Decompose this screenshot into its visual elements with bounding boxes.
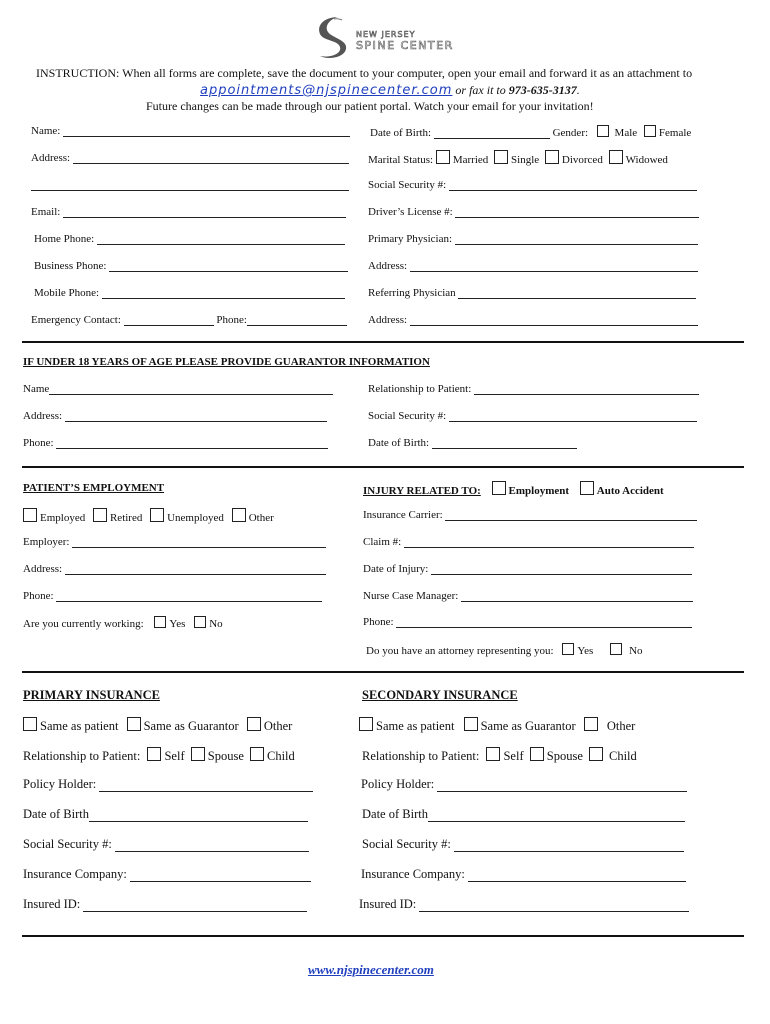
carrier-row: Insurance Carrier: — [363, 509, 697, 521]
guarantor-ssn-field[interactable] — [449, 410, 697, 422]
guarantor-relationship-row: Relationship to Patient: — [368, 383, 699, 395]
ssn-field[interactable] — [449, 179, 697, 191]
secondary-ssn-row: Social Security #: — [362, 837, 684, 852]
address-line2-row — [31, 179, 349, 191]
primary-insurance-company-field[interactable] — [130, 868, 311, 882]
instruction-line2: appointments@njspinecenter.com or fax it to 973-635-3137. — [200, 83, 580, 98]
physician-address-row: Address: — [368, 260, 698, 272]
primary-insurance-title: PRIMARY INSURANCE — [23, 688, 160, 702]
referring-row: Referring Physician — [368, 287, 696, 299]
guarantor-phone-field[interactable] — [56, 437, 328, 449]
primary-same-row: Same as patient Same as Guarantor Other — [23, 717, 292, 734]
injury-phone-field[interactable] — [396, 616, 692, 628]
referring-physician-field[interactable] — [458, 287, 696, 299]
divider — [22, 466, 744, 468]
name-row: Name: — [31, 125, 350, 137]
emergency-row: Emergency Contact: Phone: — [31, 314, 347, 326]
insurance-carrier-field[interactable] — [445, 509, 697, 521]
fax-number: 973-635-3137 — [508, 83, 577, 97]
referring-address-field[interactable] — [410, 314, 698, 326]
dob-field[interactable] — [434, 127, 550, 139]
guarantor-title: IF UNDER 18 YEARS OF AGE PLEASE PROVIDE GUARANTOR INFORMATION — [23, 356, 430, 368]
guarantor-ssn-row: Social Security #: — [368, 410, 697, 422]
injury-phone-row: Phone: — [363, 616, 692, 628]
secondary-policy-holder-field[interactable] — [437, 778, 687, 792]
primary-physician-field[interactable] — [455, 233, 698, 245]
home-phone-field[interactable] — [97, 233, 345, 245]
address-field[interactable] — [73, 152, 349, 164]
employer-phone-row: Phone: — [23, 590, 322, 602]
address-row: Address: — [31, 152, 349, 164]
secondary-dob-field[interactable] — [428, 808, 685, 822]
mobile-phone-row: Mobile Phone: — [34, 287, 345, 299]
retired-checkbox[interactable] — [93, 508, 107, 522]
logo-text-line1: NEW JERSEY — [356, 30, 416, 39]
instruction-line3: Future changes can be made through our patient portal. Watch your email for your invitation! — [146, 99, 594, 113]
secondary-insured-id-field[interactable] — [419, 898, 689, 912]
guarantor-address-field[interactable] — [65, 410, 327, 422]
website-link[interactable]: www.njspinecenter.com — [308, 962, 434, 977]
claim-field[interactable] — [404, 536, 694, 548]
primary-insured-id-field[interactable] — [83, 898, 307, 912]
primary-same-patient-checkbox[interactable] — [23, 717, 37, 731]
injury-date-field[interactable] — [431, 563, 692, 575]
guarantor-dob-row: Date of Birth: — [368, 437, 577, 449]
primary-ssn-field[interactable] — [115, 838, 309, 852]
working-no-checkbox[interactable] — [194, 616, 206, 628]
spine-logo-icon — [308, 14, 356, 60]
secondary-relationship-row: Relationship to Patient: Self Spouse Child — [362, 749, 637, 763]
home-phone-row: Home Phone: — [34, 233, 345, 245]
guarantor-address-row: Address: — [23, 410, 327, 422]
primary-policy-holder-field[interactable] — [99, 778, 313, 792]
working-yes-checkbox[interactable] — [154, 616, 166, 628]
marital-row: Marital Status: Married Single Divorced Widowed — [368, 150, 668, 166]
unemployed-checkbox[interactable] — [150, 508, 164, 522]
secondary-company-row: Insurance Company: — [361, 867, 686, 882]
ssn-row: Social Security #: — [368, 179, 697, 191]
injury-employment-checkbox[interactable] — [492, 481, 506, 495]
employer-field[interactable] — [72, 536, 326, 548]
email-row: Email: — [31, 206, 346, 218]
married-checkbox[interactable] — [436, 150, 450, 164]
employer-address-field[interactable] — [65, 563, 326, 575]
auto-accident-checkbox[interactable] — [580, 481, 594, 495]
attorney-yes-checkbox[interactable] — [562, 643, 574, 655]
secondary-insurance-company-field[interactable] — [468, 868, 686, 882]
injury-title: INJURY RELATED TO: — [363, 485, 481, 497]
primary-physician-row: Primary Physician: — [368, 233, 698, 245]
single-checkbox[interactable] — [494, 150, 508, 164]
female-checkbox[interactable] — [644, 125, 656, 137]
name-field[interactable] — [63, 125, 350, 137]
secondary-same-patient-checkbox[interactable] — [359, 717, 373, 731]
guarantor-dob-field[interactable] — [432, 437, 577, 449]
email-field[interactable] — [63, 206, 346, 218]
other-employment-checkbox[interactable] — [232, 508, 246, 522]
employer-phone-field[interactable] — [56, 590, 322, 602]
primary-self-checkbox[interactable] — [147, 747, 161, 761]
injury-title-row: INJURY RELATED TO: Employment Auto Accident — [363, 481, 664, 497]
employment-title: PATIENT’S EMPLOYMENT — [23, 482, 165, 494]
primary-same-guarantor-checkbox[interactable] — [127, 717, 141, 731]
secondary-spouse-checkbox[interactable] — [530, 747, 544, 761]
guarantor-name-row: Name — [23, 383, 333, 395]
physician-address-field[interactable] — [410, 260, 698, 272]
logo-text-line2: SPINE CENTER — [356, 39, 454, 52]
mobile-phone-field[interactable] — [102, 287, 345, 299]
dob-row: Date of Birth: Gender: Male Female — [370, 127, 692, 139]
working-row: Are you currently working: Yes No — [23, 618, 223, 630]
employer-address-row: Address: — [23, 563, 326, 575]
emergency-contact-field[interactable] — [124, 314, 214, 326]
primary-dob-row: Date of Birth — [23, 807, 308, 822]
guarantor-name-field[interactable] — [49, 383, 333, 395]
secondary-same-row: Same as patient Same as Guarantor Other — [359, 717, 635, 734]
employed-checkbox[interactable] — [23, 508, 37, 522]
secondary-insurance-title: SECONDARY INSURANCE — [362, 688, 518, 702]
primary-relationship-row: Relationship to Patient: Self Spouse Child — [23, 749, 295, 763]
logo — [308, 14, 493, 60]
nurse-case-manager-field[interactable] — [461, 590, 693, 602]
email-link[interactable]: appointments@njspinecenter.com — [200, 83, 453, 98]
secondary-other-checkbox[interactable] — [584, 717, 598, 731]
primary-holder-row: Policy Holder: — [23, 777, 313, 792]
primary-spouse-checkbox[interactable] — [191, 747, 205, 761]
injury-date-row: Date of Injury: — [363, 563, 692, 575]
employment-status-row: Employed Retired Unemployed Other — [23, 508, 274, 524]
primary-child-checkbox[interactable] — [250, 747, 264, 761]
divorced-checkbox[interactable] — [545, 150, 559, 164]
divider — [22, 671, 744, 673]
secondary-id-row: Insured ID: — [359, 897, 689, 912]
address-line2-field[interactable] — [31, 179, 349, 191]
nurse-row: Nurse Case Manager: — [363, 590, 693, 602]
primary-ssn-row: Social Security #: — [23, 837, 309, 852]
business-phone-row: Business Phone: — [34, 260, 348, 272]
referring-address-row: Address: — [368, 314, 698, 326]
primary-dob-field[interactable] — [89, 808, 308, 822]
guarantor-phone-row: Phone: — [23, 437, 328, 449]
business-phone-field[interactable] — [109, 260, 348, 272]
emergency-phone-field[interactable] — [247, 314, 347, 326]
secondary-ssn-field[interactable] — [454, 838, 684, 852]
primary-company-row: Insurance Company: — [23, 867, 311, 882]
widowed-checkbox[interactable] — [609, 150, 623, 164]
secondary-self-checkbox[interactable] — [486, 747, 500, 761]
attorney-row: Do you have an attorney representing you: Yes No — [366, 645, 643, 657]
attorney-no-checkbox[interactable] — [610, 643, 622, 655]
secondary-holder-row: Policy Holder: — [361, 777, 687, 792]
male-checkbox[interactable] — [597, 125, 609, 137]
claim-row: Claim #: — [363, 536, 694, 548]
divider — [22, 341, 744, 343]
license-row: Driver’s License #: — [368, 206, 699, 218]
primary-other-checkbox[interactable] — [247, 717, 261, 731]
guarantor-relationship-field[interactable] — [474, 383, 699, 395]
secondary-same-guarantor-checkbox[interactable] — [464, 717, 478, 731]
divider — [22, 935, 744, 937]
instruction-line1: INSTRUCTION: When all forms are complete, save the document to your computer, open your email and forward it as an attachment to — [36, 66, 693, 80]
employer-row: Employer: — [23, 536, 326, 548]
secondary-child-checkbox[interactable] — [589, 747, 603, 761]
license-field[interactable] — [455, 206, 699, 218]
primary-id-row: Insured ID: — [23, 897, 307, 912]
secondary-dob-row: Date of Birth — [362, 807, 685, 822]
